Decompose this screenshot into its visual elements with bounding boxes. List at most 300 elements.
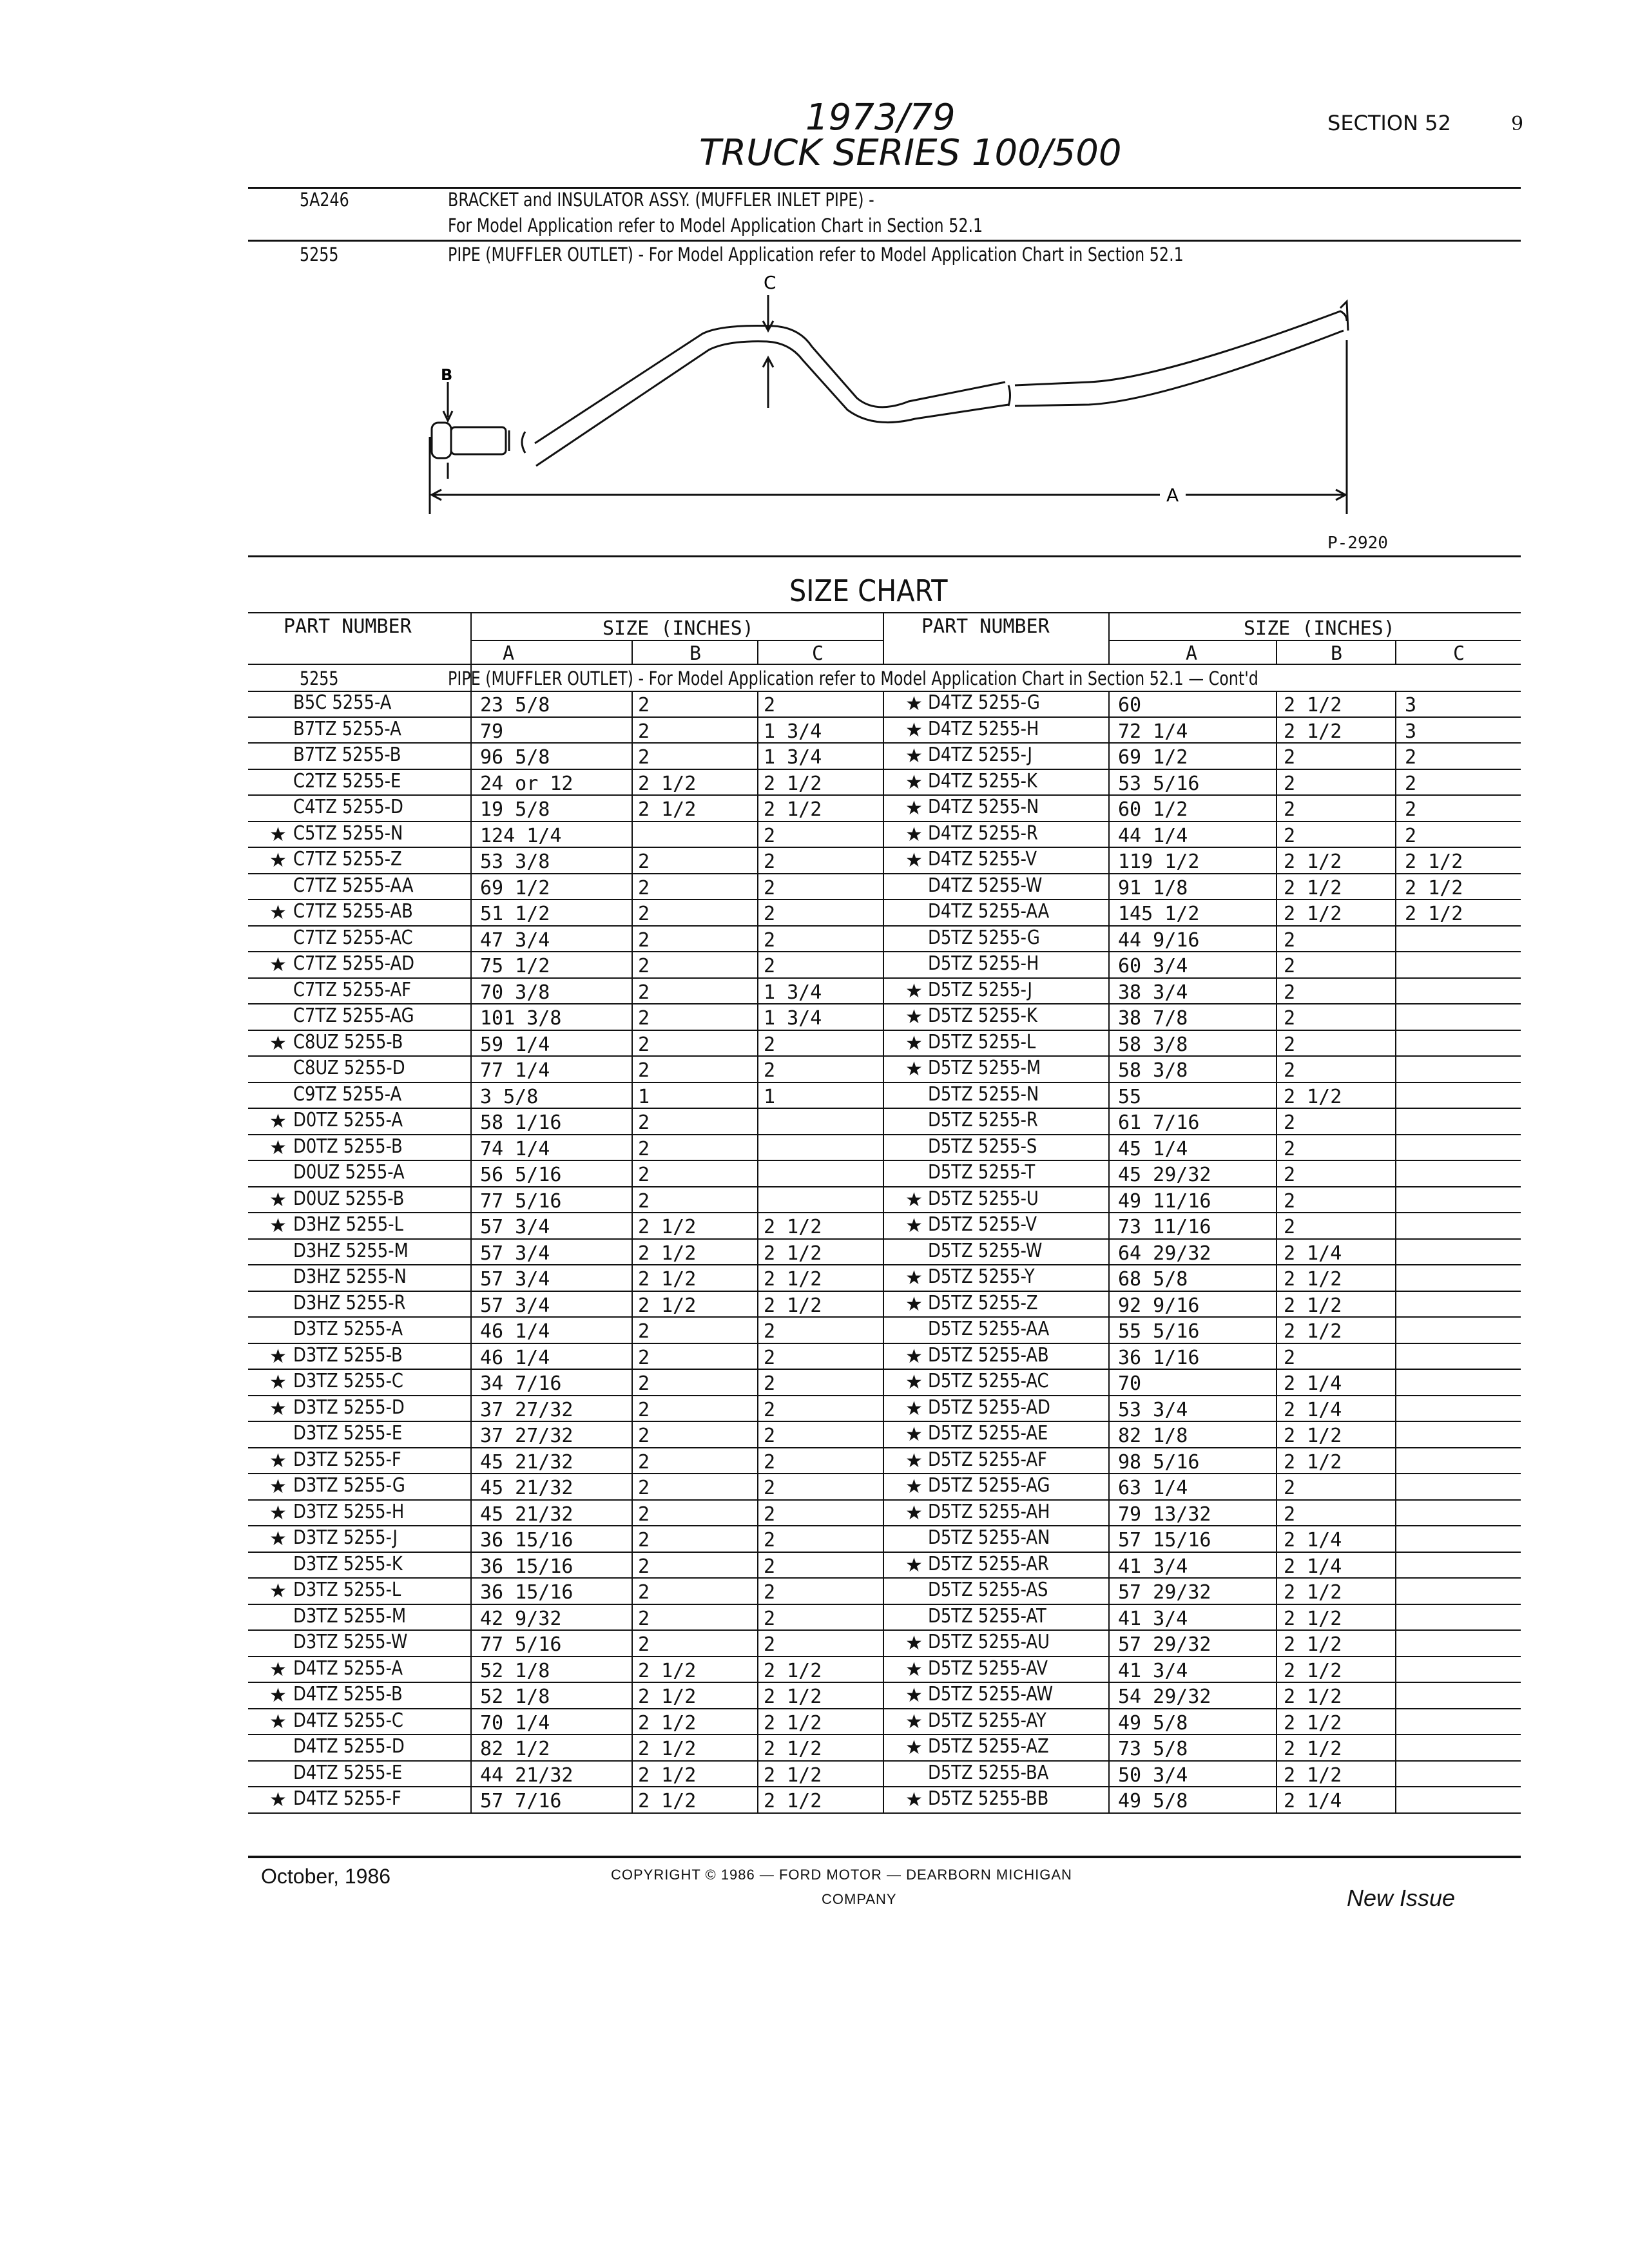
entry-desc-5a246-line2: For Model Application refer to Model Application Chart in Section 52.1 [448,215,983,236]
part-number: D5TZ 5255-AV [928,1657,1048,1680]
size-c: 2 1/2 [764,1790,822,1812]
size-c: 2 [764,1425,776,1447]
part-number: D5TZ 5255-J [928,978,1032,1001]
size-b: 1 [638,1085,650,1108]
size-b: 2 1/2 [1284,1425,1342,1447]
size-b: 2 [1284,772,1296,795]
size-c: 2 1/2 [764,1686,822,1708]
part-number: B5C 5255-A [293,691,392,714]
part-number: D3TZ 5255-L [293,1579,401,1601]
footer-copyright: COPYRIGHT © 1986 — FORD MOTOR — DEARBORN MICHIGAN [611,1867,1072,1883]
column-divider-2 [757,691,758,1813]
new-part-star-icon: ★ [269,902,287,923]
part-number: D5TZ 5255-AG [928,1474,1050,1497]
size-a: 96 5/8 [480,746,550,769]
size-a: 34 7/16 [480,1372,562,1395]
new-part-star-icon: ★ [905,980,923,1002]
size-b: 2 [1284,824,1296,847]
rule-header-top [248,612,1521,613]
part-number: D3TZ 5255-K [293,1552,403,1575]
size-b: 2 [638,1320,650,1343]
part-number: D5TZ 5255-L [928,1030,1036,1053]
size-c: 2 1/2 [764,1242,822,1265]
size-a: 57 29/32 [1118,1633,1211,1656]
size-c: 2 1/2 [764,1738,822,1760]
new-part-star-icon: ★ [905,771,923,793]
part-number: D5TZ 5255-AW [928,1683,1054,1706]
size-a: 58 3/8 [1118,1059,1188,1082]
size-a: 57 3/4 [480,1242,550,1265]
new-part-star-icon: ★ [905,719,923,741]
header-divider-3 [883,612,884,664]
size-c: 2 1/2 [1405,876,1463,899]
size-a: 56 5/16 [480,1164,562,1186]
new-part-star-icon: ★ [905,1293,923,1315]
size-chart-title: SIZE CHART [789,573,948,608]
part-number: D5TZ 5255-AR [928,1552,1049,1575]
size-b: 2 [638,903,650,925]
part-number: D5TZ 5255-H [928,952,1039,975]
size-b: 2 [638,746,650,769]
size-a: 77 5/16 [480,1633,562,1656]
header-size-right: SIZE (INCHES) [1244,617,1395,640]
size-a: 36 1/16 [1118,1346,1200,1369]
new-part-star-icon: ★ [269,1372,287,1393]
size-a: 70 3/8 [480,981,550,1004]
size-a: 70 1/4 [480,1711,550,1735]
part-number: C7TZ 5255-Z [293,848,402,870]
footer-status: New Issue [1347,1885,1456,1911]
part-number: D3HZ 5255-N [293,1265,407,1288]
size-a: 77 1/4 [480,1059,550,1082]
entry-code-5a246: 5A246 [300,189,349,211]
header-col-a-right: A [1186,642,1198,665]
size-a: 92 9/16 [1118,1294,1200,1317]
size-a: 53 3/4 [1118,1398,1188,1421]
header-part-number-left: PART NUMBER [284,615,412,638]
part-number: C7TZ 5255-AG [293,1004,414,1027]
header-size-left: SIZE (INCHES) [602,617,754,640]
new-part-star-icon: ★ [905,693,923,715]
size-a: 50 3/4 [1118,1763,1188,1787]
size-b: 2 1/2 [1284,1738,1342,1760]
rule-footer [248,1856,1521,1858]
size-b: 2 [638,1633,650,1656]
part-number: D3TZ 5255-E [293,1422,403,1445]
size-a: 19 5/8 [480,798,550,821]
new-part-star-icon: ★ [905,823,923,845]
part-number: D4TZ 5255-AA [928,900,1050,923]
size-a: 63 1/4 [1118,1477,1188,1499]
size-b: 2 1/2 [1284,1268,1342,1291]
size-b: 2 [638,1164,650,1186]
size-c: 2 [764,1503,776,1526]
size-a: 60 3/4 [1118,955,1188,977]
size-b: 2 1/2 [1284,1320,1342,1343]
size-a: 47 3/4 [480,928,550,952]
part-number: D4TZ 5255-C [293,1709,403,1732]
size-c: 2 [764,1059,776,1082]
part-number: D5TZ 5255-T [928,1161,1036,1184]
size-b: 2 [1284,955,1296,977]
page-number: 9 [1511,113,1524,135]
size-b: 2 [1284,1503,1296,1526]
new-part-star-icon: ★ [905,1345,923,1367]
size-b: 2 1/2 [638,1711,697,1735]
part-number: D3TZ 5255-H [293,1500,405,1523]
part-number: D5TZ 5255-AH [928,1500,1050,1523]
header-col-b-left: B [689,642,702,665]
size-a: 36 15/16 [480,1555,574,1578]
new-part-star-icon: ★ [269,823,287,845]
header-col-b-right: B [1331,642,1343,665]
size-a: 57 3/4 [480,1294,550,1317]
part-number: D3TZ 5255-A [293,1318,403,1340]
size-c: 1 3/4 [764,1007,822,1030]
part-number: D5TZ 5255-G [928,926,1040,949]
part-number: D3HZ 5255-M [293,1239,409,1262]
part-number: C8UZ 5255-B [293,1030,403,1053]
column-divider-0 [470,691,472,1813]
part-number: D5TZ 5255-V [928,1213,1037,1236]
row-rule [248,1812,883,1814]
size-b: 2 [638,1137,650,1160]
row-rule [883,1812,1521,1814]
size-a: 52 1/8 [480,1686,550,1708]
size-b: 2 [1284,981,1296,1004]
size-a: 49 5/8 [1118,1790,1188,1812]
part-number: D5TZ 5255-BB [928,1787,1049,1810]
rule-diagram [248,555,1521,557]
size-a: 24 or 12 [480,772,574,795]
part-number: C7TZ 5255-AD [293,952,414,975]
size-a: 51 1/2 [480,903,550,925]
size-a: 58 3/8 [1118,1033,1188,1056]
size-b: 2 [638,1346,650,1369]
part-number: D4TZ 5255-W [928,874,1043,897]
size-b: 2 1/2 [1284,903,1342,925]
size-a: 57 7/16 [480,1790,562,1812]
new-part-star-icon: ★ [905,1398,923,1419]
part-number: D5TZ 5255-AF [928,1448,1047,1471]
size-b: 2 1/2 [1284,1659,1342,1682]
part-number: C2TZ 5255-E [293,769,401,793]
part-number: B7TZ 5255-B [293,744,401,766]
size-c: 2 [1405,746,1417,769]
part-number: D4TZ 5255-A [293,1657,403,1680]
size-a: 75 1/2 [480,955,550,977]
size-c: 2 [764,955,776,977]
part-number: D5TZ 5255-AY [928,1709,1046,1732]
part-number: C4TZ 5255-D [293,796,403,818]
size-b: 2 1/2 [638,1790,697,1812]
label-a: A [1166,485,1179,506]
new-part-star-icon: ★ [905,1502,923,1524]
part-number: D5TZ 5255-K [928,1004,1037,1027]
rule-header-bottom [248,664,1521,665]
header-divider-6 [1395,640,1396,664]
size-a: 45 21/32 [480,1450,574,1474]
size-b: 2 [638,720,650,743]
new-part-star-icon: ★ [905,850,923,871]
size-b: 2 [1284,798,1296,821]
size-a: 36 15/16 [480,1581,574,1604]
part-number: D4TZ 5255-R [928,822,1038,845]
size-a: 45 29/32 [1118,1164,1211,1186]
new-part-star-icon: ★ [905,1554,923,1576]
muffler-outlet-pipe-diagram [387,269,1379,566]
size-a: 57 3/4 [480,1268,550,1291]
part-number: D3TZ 5255-B [293,1343,403,1367]
part-number: D5TZ 5255-M [928,1057,1041,1079]
size-b: 2 [1284,1216,1296,1238]
size-c: 2 [764,1320,776,1343]
new-part-star-icon: ★ [269,1789,287,1811]
size-b: 2 [638,694,650,716]
size-b: 2 1/2 [638,798,697,821]
size-c: 2 1/2 [764,798,822,821]
size-b: 2 [1284,1137,1296,1160]
footer-company: COMPANY [822,1891,897,1907]
size-b: 2 [638,1581,650,1604]
size-a: 42 9/32 [480,1607,562,1630]
size-a: 124 1/4 [480,824,562,847]
size-b: 2 [638,1607,650,1630]
new-part-star-icon: ★ [905,1737,923,1758]
new-part-star-icon: ★ [905,1189,923,1211]
size-a: 119 1/2 [1118,850,1200,873]
size-a: 41 3/4 [1118,1607,1188,1630]
part-number: C8UZ 5255-D [293,1057,405,1079]
part-number: D5TZ 5255-AS [928,1579,1048,1601]
size-a: 49 5/8 [1118,1711,1188,1735]
group-code: 5255 [300,668,339,689]
size-c: 2 [764,1607,776,1630]
part-number: B7TZ 5255-A [293,717,401,740]
size-b: 2 [638,1477,650,1499]
new-part-star-icon: ★ [905,1372,923,1393]
size-c: 2 1/2 [764,1216,822,1238]
size-a: 101 3/8 [480,1007,562,1030]
size-a: 77 5/16 [480,1189,562,1213]
size-a: 49 11/16 [1118,1189,1211,1213]
header-divider-1 [631,640,633,664]
part-number: D4TZ 5255-H [928,717,1039,740]
size-b: 2 1/2 [1284,1607,1342,1630]
part-number: D5TZ 5255-AZ [928,1735,1049,1758]
size-b: 2 1/4 [1284,1555,1342,1578]
new-part-star-icon: ★ [269,850,287,871]
size-a: 54 29/32 [1118,1686,1211,1708]
size-c: 2 1/2 [764,1268,822,1291]
size-a: 44 21/32 [480,1763,574,1787]
size-a: 3 5/8 [480,1085,539,1108]
size-b: 2 [638,876,650,899]
size-a: 72 1/4 [1118,720,1188,743]
new-part-star-icon: ★ [269,1711,287,1733]
size-c: 2 [1405,824,1417,847]
size-b: 2 1/2 [1284,1711,1342,1735]
part-number: C7TZ 5255-AA [293,874,414,897]
header-col-c-right: C [1453,642,1465,665]
size-a: 45 1/4 [1118,1137,1188,1160]
new-part-star-icon: ★ [269,1215,287,1236]
part-number: C7TZ 5255-AF [293,978,411,1001]
size-b: 2 1/4 [1284,1398,1342,1421]
size-b: 2 1/2 [638,1216,697,1238]
part-number: D3TZ 5255-G [293,1474,405,1497]
part-number: D0UZ 5255-A [293,1161,405,1184]
header-divider-5 [1276,640,1277,664]
header-series: TRUCK SERIES 100/500 [699,132,1122,174]
size-b: 2 [638,1450,650,1474]
part-number: D4TZ 5255-V [928,848,1037,870]
size-b: 2 [1284,1033,1296,1056]
part-number: D4TZ 5255-F [293,1787,401,1810]
new-part-star-icon: ★ [269,1398,287,1419]
size-c: 1 3/4 [764,746,822,769]
size-b: 2 1/2 [638,1242,697,1265]
size-c: 2 [1405,798,1417,821]
new-part-star-icon: ★ [269,1581,287,1602]
size-c: 2 [1405,772,1417,795]
new-part-star-icon: ★ [905,1450,923,1472]
size-a: 37 27/32 [480,1425,574,1447]
part-number: D3HZ 5255-L [293,1213,403,1236]
part-number: D3TZ 5255-M [293,1604,407,1628]
size-b: 2 1/2 [1284,850,1342,873]
size-c: 2 [764,1450,776,1474]
size-a: 38 3/4 [1118,981,1188,1004]
size-a: 79 [480,720,504,743]
new-part-star-icon: ★ [905,1711,923,1733]
size-b: 2 [638,850,650,873]
new-part-star-icon: ★ [905,1424,923,1445]
part-number: C9TZ 5255-A [293,1082,402,1106]
size-b: 2 1/2 [1284,1686,1342,1708]
size-a: 70 [1118,1372,1142,1395]
size-c: 3 [1405,694,1417,716]
new-part-star-icon: ★ [269,1685,287,1706]
size-a: 61 7/16 [1118,1111,1200,1134]
label-b: B [441,366,453,384]
new-part-star-icon: ★ [905,1059,923,1080]
size-b: 2 1/4 [1284,1242,1342,1265]
size-c: 2 1/2 [764,1711,822,1735]
part-number: C5TZ 5255-N [293,822,403,845]
size-b: 2 [1284,1477,1296,1499]
size-a: 53 3/8 [480,850,550,873]
size-a: 45 21/32 [480,1477,574,1499]
footer-date: October, 1986 [261,1865,391,1888]
new-part-star-icon: ★ [269,1476,287,1497]
size-c: 1 3/4 [764,720,822,743]
part-number: D3TZ 5255-F [293,1448,401,1471]
new-part-star-icon: ★ [905,1658,923,1680]
part-number: D4TZ 5255-B [293,1683,403,1706]
size-c: 2 [764,694,776,716]
part-number: D3TZ 5255-W [293,1631,408,1653]
size-b: 2 1/2 [1284,694,1342,716]
size-a: 37 27/32 [480,1398,574,1421]
size-b: 2 1/2 [638,1659,697,1682]
group-description: PIPE (MUFFLER OUTLET) - For Model Application refer to Model Application Chart in Section 52.1 — Cont'd [448,668,1258,689]
new-part-star-icon: ★ [905,745,923,767]
size-a: 82 1/8 [1118,1425,1188,1447]
size-b: 2 [638,1007,650,1030]
size-a: 60 [1118,694,1142,716]
size-a: 59 1/4 [480,1033,550,1056]
size-c: 2 [764,824,776,847]
part-number: D5TZ 5255-N [928,1082,1039,1106]
size-a: 55 [1118,1085,1142,1108]
new-part-star-icon: ★ [269,1137,287,1158]
new-part-star-icon: ★ [269,954,287,975]
part-number: D3TZ 5255-J [293,1526,398,1549]
size-c: 2 [764,1529,776,1552]
header-divider-2 [757,640,758,664]
part-number: C7TZ 5255-AC [293,926,413,949]
size-c: 2 [764,1033,776,1056]
size-b: 2 [638,1372,650,1395]
size-a: 44 1/4 [1118,824,1188,847]
part-number: D3TZ 5255-D [293,1396,405,1419]
size-a: 98 5/16 [1118,1450,1200,1474]
size-a: 57 29/32 [1118,1581,1211,1604]
size-b: 2 1/2 [1284,720,1342,743]
part-number: D5TZ 5255-S [928,1135,1037,1158]
size-a: 91 1/8 [1118,876,1188,899]
size-c: 2 1/2 [764,1763,822,1787]
size-a: 41 3/4 [1118,1659,1188,1682]
part-number: D5TZ 5255-AT [928,1604,1046,1628]
size-a: 82 1/2 [480,1738,550,1760]
size-a: 58 1/16 [480,1111,562,1134]
size-c: 2 [764,876,776,899]
size-c: 2 [764,850,776,873]
header-col-c-left: C [812,642,824,665]
size-b: 2 [638,1398,650,1421]
size-a: 73 11/16 [1118,1216,1211,1238]
part-number: C7TZ 5255-AB [293,900,413,923]
size-a: 57 3/4 [480,1216,550,1238]
size-a: 64 29/32 [1118,1242,1211,1265]
size-b: 2 [638,1503,650,1526]
new-part-star-icon: ★ [269,1189,287,1211]
size-c: 1 [764,1085,776,1108]
rule-header-mid-right [1108,640,1521,641]
part-number: D0TZ 5255-A [293,1109,403,1131]
part-number: D5TZ 5255-R [928,1109,1038,1131]
size-b: 2 [1284,1346,1296,1369]
size-a: 69 1/2 [1118,746,1188,769]
new-part-star-icon: ★ [905,1267,923,1289]
part-number: D5TZ 5255-Y [928,1265,1035,1288]
size-b: 2 [1284,1189,1296,1213]
part-number: D5TZ 5255-AU [928,1631,1050,1653]
size-b: 2 [1284,1111,1296,1134]
size-c: 2 1/2 [1405,850,1463,873]
part-number: D4TZ 5255-G [928,691,1040,714]
header-divider-4 [1108,612,1110,664]
size-b: 2 [1284,746,1296,769]
size-a: 57 15/16 [1118,1529,1211,1552]
size-b: 2 1/2 [1284,1633,1342,1656]
new-part-star-icon: ★ [905,1476,923,1497]
part-number: D5TZ 5255-AA [928,1318,1050,1340]
size-b: 2 1/2 [638,772,697,795]
part-number: D4TZ 5255-J [928,744,1032,766]
